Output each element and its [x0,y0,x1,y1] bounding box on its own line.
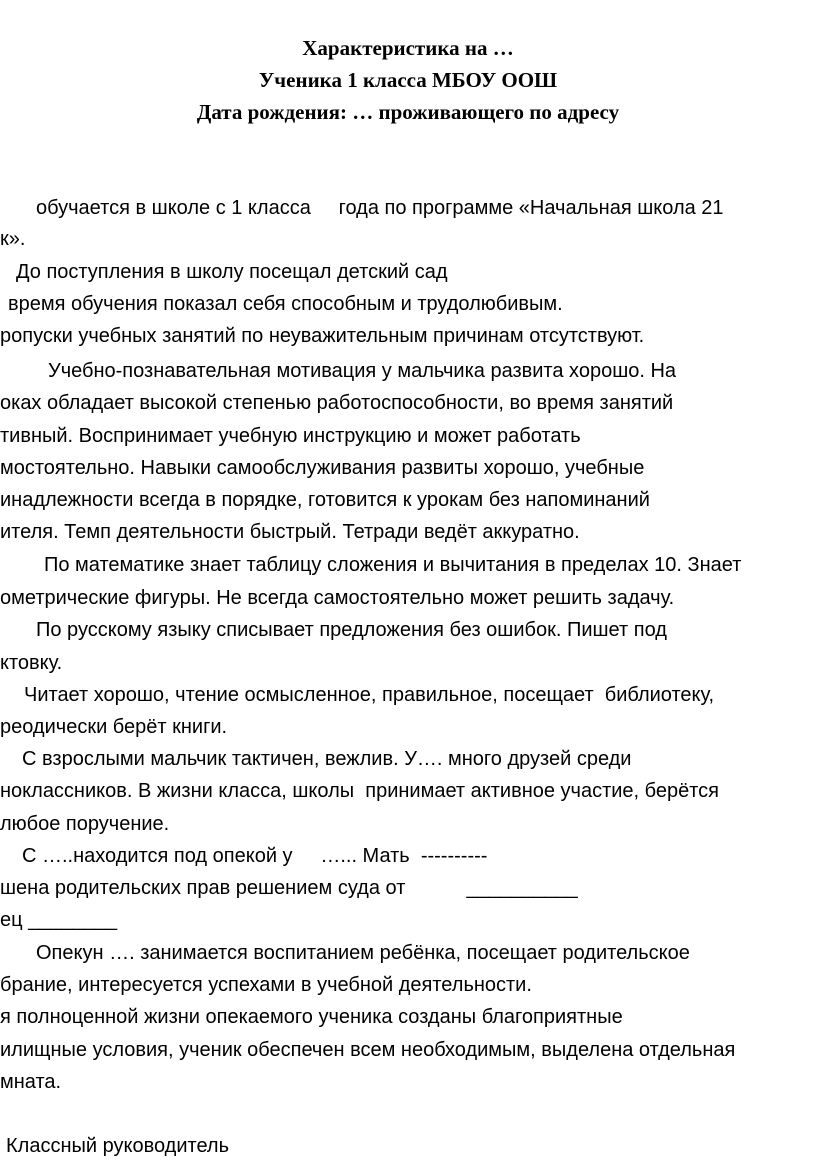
birthdate-address-heading: Дата рождения: … проживающего по адресу [196,100,620,124]
document-title: Характеристика на … [302,36,514,60]
text-line: ителя. Темп деятельности быстрый. Тетради ведёт аккуратно. [0,521,580,543]
student-class-heading: Ученика 1 класса МБОУ ООШ [258,68,558,92]
text-line: я полноценной жизни опекаемого ученика созданы благоприятные [0,1006,623,1028]
text-line: брание, интересуется успехами в учебной деятельности. [0,974,532,996]
text-line: ометрические фигуры. Не всегда самостоятельно может решить задачу. [0,587,675,609]
text-line: мостоятельно. Навыки самообслуживания развиты хорошо, учебные [0,457,645,479]
text-line: к». [0,228,26,250]
text-line: ропуски учебных занятий по неуважительным причинам отсутствуют. [0,325,645,347]
text-line: С …..находится под опекой у …... Мать ---------- [22,845,488,867]
text-line: ктовку. [0,652,63,674]
text-line: тивный. Воспринимает учебную инструкцию и может работать [0,425,581,447]
text-line: мната. [0,1071,62,1093]
text-line: время обучения показал себя способным и трудолюбивым. [8,293,563,315]
text-line: Читает хорошо, чтение осмысленное, правильное, посещает библиотеку, [24,684,715,706]
text-line: Учебно-познавательная мотивация у мальчика развита хорошо. На [48,360,677,382]
text-line: Опекун …. занимается воспитанием ребёнка, посещает родительское [36,942,690,964]
text-line: обучается в школе с 1 класса года по программе «Начальная школа 21 [36,197,724,219]
text-line: По математике знает таблицу сложения и вычитания в пределах 10. Знает [44,554,742,576]
text-line: оках обладает высокой степенью работоспособности, во время занятий [0,392,674,414]
text-line: шена родительских прав решением суда от __________ [0,877,578,899]
text-line: реодически берёт книги. [0,716,228,738]
signature-line: Классный руководитель [6,1135,229,1157]
text-line: С взрослыми мальчик тактичен, вежлив. У…. много друзей среди [22,748,632,770]
text-line: илищные условия, ученик обеспечен всем необходимым, выделена отдельная [0,1039,736,1061]
text-line: По русскому языку списывает предложения без ошибок. Пишет под [36,619,667,641]
text-line: ноклассников. В жизни класса, школы принимает активное участие, берётся [0,780,720,802]
text-line: ец ________ [0,909,118,931]
text-line: инадлежности всегда в порядке, готовится к урокам без напоминаний [0,489,650,511]
text-line: любое поручение. [0,813,170,835]
text-line: До поступления в школу посещал детский сад [16,261,448,283]
